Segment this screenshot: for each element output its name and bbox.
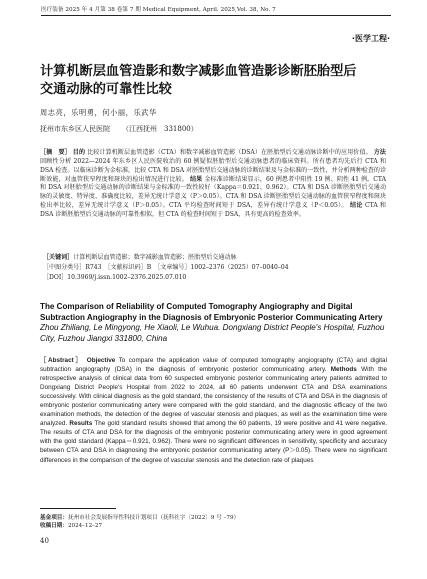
title-en-text: The Comparison of Reliability of Computed Tomography Angiography and Digital Subtraction Angiography in the Diagnosis of Embryonic Posterior Communicating Artery [40, 302, 383, 322]
keywords-label-cn: ［关键词］ [43, 254, 74, 261]
methods-label-cn: 方法 [373, 149, 386, 156]
keywords-cn [43, 254, 389, 263]
keywords-text-cn: 计算机断层血管造影；数字减影血管造影；胚胎型后交通动脉 [73, 254, 237, 261]
abstract-cn [40, 149, 386, 220]
article-title-cn: 计算机断层血管造影和数字减影血管造影诊断胚胎型后交通动脉的可靠性比较 [40, 64, 357, 97]
objective-text-en: To compare the application value of computed tomography angiography (CTA) and digital subtraction angiography (DSA) in the diagnosis of embryonic posterior communicating artery. [40, 357, 387, 374]
footnote-divider [40, 508, 116, 509]
fund-text: 抚州市社会发展指导性科技计划项目（抚科社字〔2022〕9 号 –79） [67, 515, 240, 521]
results-label-cn: 结果 [190, 175, 203, 183]
results-text-en: The gold standard results showed that among the 60 patients, 19 were positive and 41 were negative. The results of CTA and DSA for the diagnosis of the embryonic posterior communicating artery were in good agreement with the gold standard (Kappa＝0.921, 0.962). There were no significant differences in sensitivity, specificity and accuracy between CTA and DSA in diagnosing the embryonic posterior communicating artery (P＞0.05). There were no significant differences in the comparison of the degree of vascular stenosis and the detection rate of plaques [40, 420, 387, 464]
doi-line: ［DOI］10.3969/j.issn.1002–2376.2025.07.010 [43, 274, 187, 281]
page-number: 40 [40, 537, 49, 545]
fund-line [40, 514, 390, 522]
objective-text-cn: 比较计算机断层血管造影（CTA）和数字减影血管造影（DSA）在胚胎型后交通动脉诊断中的应用价值。 [87, 149, 372, 156]
affiliation [40, 124, 210, 134]
section-tag: ·医学工程· [351, 34, 390, 43]
fund-label: 基金项目： [40, 515, 68, 521]
article-title-en [40, 302, 388, 344]
abstract-en [40, 356, 387, 465]
abstract-cn-label: ［摘 要］ [40, 149, 71, 156]
results-text-cn: 金标准诊断结果显示，60 例患者中阳性 19 例、阴性 41 例。CTA 和 DSA 对胚胎型后交通动脉的诊断结果与金标准的一致性较好（Kappa＝0.921、0.962）。CTA 和 DSA 诊断胚胎型后交通动脉的灵敏度、特异度、准确度比较，差异无统计学意义（P＞0.05）。CTA 和 DSA 诊断胚胎型后交通动脉的血管狭窄程度和斑块检出率比较，差异无统计学意义（P＞0.05）。CTA 平均检查时间短于 DSA，差异有统计学意义（P＜0.05）。 [40, 175, 386, 210]
methods-text-en: With the retrospective analysis of clinical data from 60 suspected embryonic posterior communicating artery patients admitted to Dongxiang District People's Hospital from 2022 to 2024, all 60 patients underwent CTA and DSA examinations successively. With clinical diagnosis as the gold standard, the consistency of the results of CTA and DSA in the diagnosis of embryonic posterior communicating artery were compared with the gold standard, and the diagnostic efficacy of the two examination methods, the detection of the degree of vascular stenosis and plaques, as well as the examination time were analyzed. [40, 366, 388, 428]
authors-cn: 周志亮，乐明勇，何小丽，乐武华 [40, 108, 157, 117]
affiliation-place: （江西抚州 331800） [122, 125, 198, 133]
methods-text-cn: 回顾性分析 2022—2024 年东乡区人民医院收治的 60 例疑似胚胎型后交通动脉患者的临床资料。所有患者均先后行 CTA 和 DSA 检查。以临床诊断为金标准，比较 CTA 和 DSA 对胚胎型后交通动脉的诊断结果及与金标准的一致性，并分析两种检查的诊断效能，对血管狭窄程度和斑块的检出情况进行比较。 [40, 157, 386, 183]
running-head: 医疗装备 2025 年 4 月第 38 卷第 7 期 Medical Equipment, April. 2025,Vol. 38, No. 7 [41, 7, 276, 13]
footnote [40, 514, 390, 530]
received-line [40, 522, 390, 530]
methods-label-en: Methods [330, 366, 357, 374]
conclusion-text-cn: CTA 和 DSA 诊断胚胎型后交通动脉的可靠性相似，但 CTA 的检查时间短于 DSA，具有更高的检查效率。 [40, 202, 386, 218]
received-label: 收稿日期： [40, 523, 68, 529]
header-divider [41, 15, 391, 16]
received-date: 2024–12–27 [67, 523, 103, 529]
affiliation-org: 抚州市东乡区人民医院 [40, 125, 110, 133]
objective-label-cn: 目的 [72, 149, 86, 156]
authors-en: Zhou Zhiliang, Le Mingyong, He Xiaoli, Le Wuhua. Dongxiang District People's Hospital, Fuzhou City, Fuzhou Jiangxi 331800, China [40, 323, 385, 343]
objective-label-en: Objective [86, 357, 116, 364]
abstract-en-label: ［Abstract］ [40, 357, 84, 364]
conclusion-label-cn: 结论 [350, 202, 363, 210]
results-label-en: Results [69, 420, 93, 428]
classification-line: ［中图分类号］R743 ［文献标识码］B ［文章编号］1002–2376（2025）07–0040–04 [43, 264, 289, 271]
